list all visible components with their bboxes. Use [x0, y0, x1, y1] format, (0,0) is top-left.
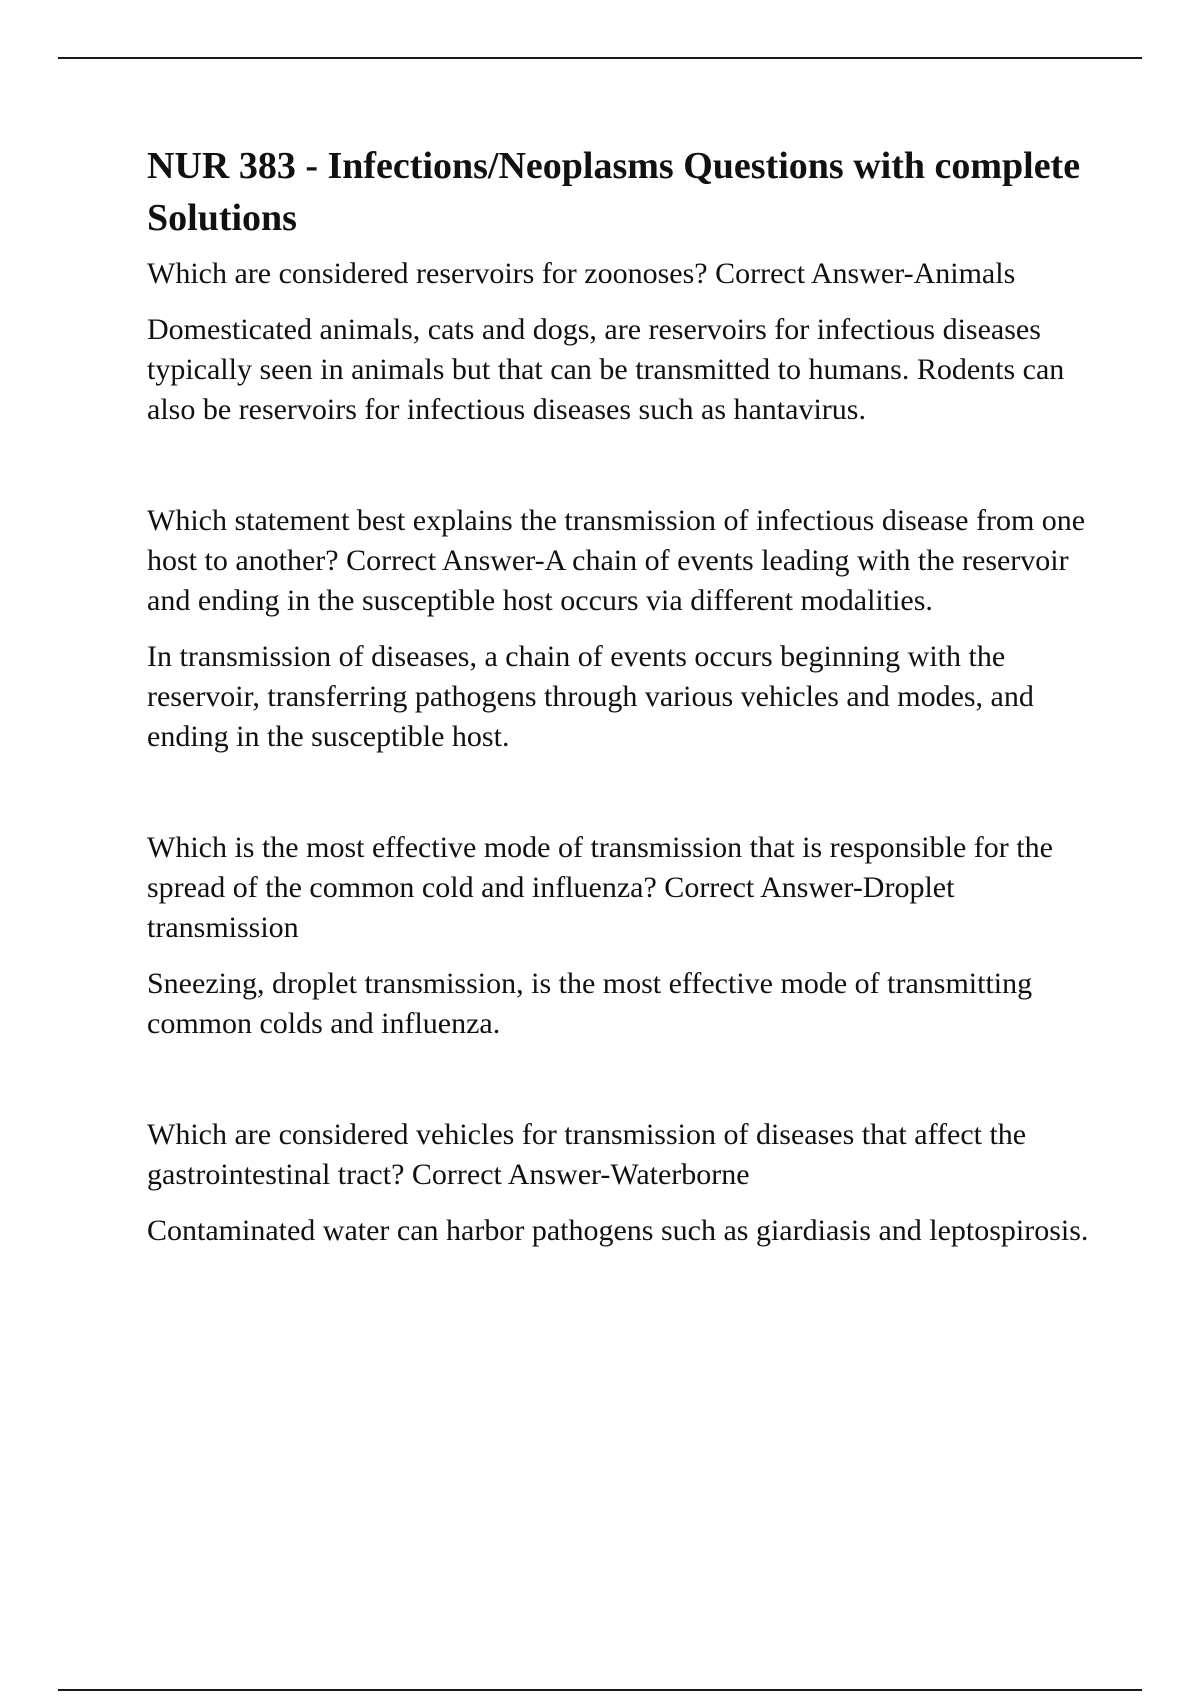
top-rule [58, 57, 1142, 59]
question-text: Which are considered vehicles for transmission of diseases that affect the gastrointestinal tract? Correct Answer-Waterborne [147, 1118, 1027, 1191]
qa-item [147, 254, 1107, 430]
qa-item [147, 1115, 1107, 1251]
rationale-text: Domesticated animals, cats and dogs, are reservoirs for infectious diseases typically seen in animals but that can be transmitted to humans. Rodents can also be reservoirs for infectious diseases such as hantavirus. [147, 313, 1065, 426]
rationale-text: In transmission of diseases, a chain of events occurs beginning with the reservoir, transferring pathogens through various vehicles and modes, and ending in the susceptible host. [147, 640, 1034, 753]
bottom-rule [58, 1689, 1142, 1691]
rationale-text: Sneezing, droplet transmission, is the most effective mode of transmitting common colds and influenza. [147, 967, 1033, 1040]
document-body [147, 140, 1107, 1251]
rationale-text: Contaminated water can harbor pathogens such as giardiasis and leptospirosis. [147, 1214, 1089, 1247]
document-title: NUR 383 - Infections/Neoplasms Questions with complete Solutions [147, 145, 1081, 239]
qa-item [147, 828, 1107, 1044]
question-text: Which are considered reservoirs for zoonoses? Correct Answer-Animals [147, 257, 1016, 290]
qa-item [147, 501, 1107, 757]
question-text: Which statement best explains the transmission of infectious disease from one host to another? Correct Answer-A chain of events leading with the reservoir and ending in the susceptible host occurs via different modalities. [147, 504, 1086, 617]
question-text: Which is the most effective mode of transmission that is responsible for the spread of the common cold and influenza? Correct Answer-Droplet transmission [147, 831, 1053, 944]
